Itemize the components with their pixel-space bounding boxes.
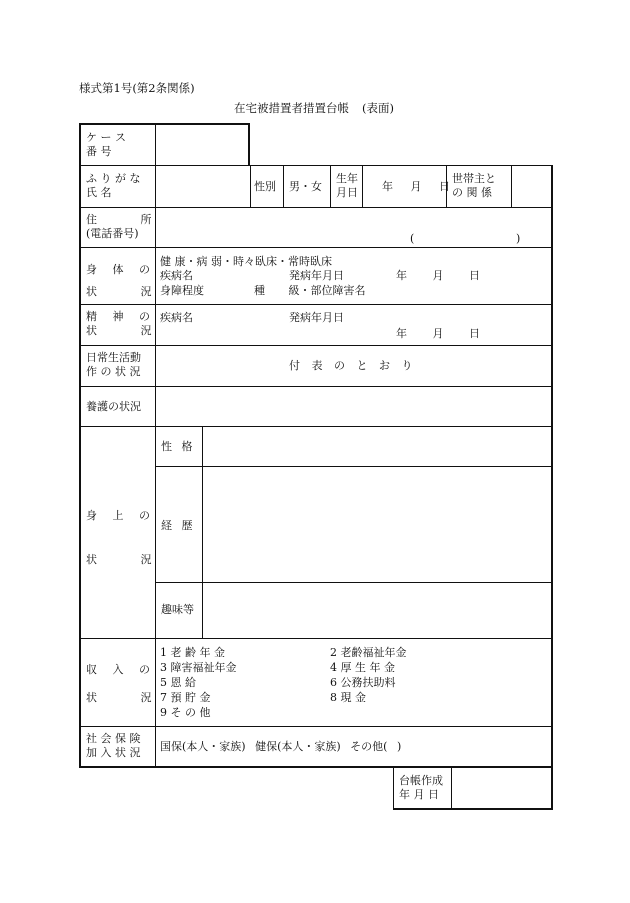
row-line <box>80 386 552 387</box>
row-line <box>80 165 552 166</box>
address-label <box>86 213 152 241</box>
birth-label-a: 生年 <box>336 172 358 185</box>
income-left-list <box>160 645 237 720</box>
income-item: 9 そ の 他 <box>160 706 211 719</box>
personal-label-b: 状 況 <box>86 553 152 566</box>
frame-bottom <box>79 766 553 768</box>
birth-value: 年 月 日 <box>382 180 450 193</box>
household-label-a: 世帯主と <box>452 172 496 185</box>
physical-line1: 健 康・病 弱・時々臥床・常時臥床 <box>160 255 332 268</box>
physical-line2c: 年 月 日 <box>396 269 480 282</box>
row-line <box>80 345 552 346</box>
name-label-b: 氏 名 <box>86 186 112 199</box>
income-item: 4 厚 生 年 金 <box>330 661 395 674</box>
created-box-mid <box>451 767 452 809</box>
created-box-bottom <box>393 808 553 810</box>
col-line <box>202 427 203 638</box>
row-line <box>80 726 552 727</box>
row-line <box>80 207 552 208</box>
income-item: 3 障害福祉年金 <box>160 661 237 674</box>
household-label <box>452 172 496 200</box>
created-label <box>399 774 443 802</box>
physical-line2b: 発病年月日 <box>289 269 344 282</box>
name-label-a: ふ り が な <box>86 172 141 185</box>
income-item: 6 公務扶助料 <box>330 676 396 689</box>
row-line <box>80 247 552 248</box>
income-item: 2 老齢福祉年金 <box>330 646 407 659</box>
income-item: 5 恩 給 <box>160 676 196 689</box>
frame-right-case <box>248 123 250 166</box>
physical-line3b: 種 級・部位障害名 <box>254 284 366 297</box>
mental-line1b: 発病年月日 <box>289 311 344 324</box>
birth-label <box>336 172 358 200</box>
phone-close: ) <box>516 232 521 245</box>
adl-value: 付 表 の と お り <box>289 359 413 372</box>
mental-label <box>86 310 152 338</box>
phone-open: ( <box>410 232 415 245</box>
hobbies-label: 趣味等 <box>161 603 194 616</box>
income-right-list <box>330 645 407 705</box>
income-label <box>86 656 152 712</box>
insurance-label-a: 社 会 保 険 <box>86 732 141 745</box>
physical-line2a: 疾病名 <box>160 269 193 282</box>
adl-label-b: 作 の 状 況 <box>86 365 141 378</box>
row-line <box>155 582 552 583</box>
birth-label-b: 月日 <box>336 186 358 199</box>
col-line <box>362 166 363 207</box>
physical-label <box>86 259 152 303</box>
mental-label-a: 精 神 の <box>86 310 150 323</box>
sex-value: 男・女 <box>289 180 322 193</box>
address-label-a: 住 所 <box>86 213 152 226</box>
col-line <box>283 166 284 207</box>
frame-top <box>79 123 249 125</box>
income-label-b: 状 況 <box>86 691 152 704</box>
form-number: 様式第1号(第2条関係) <box>79 81 195 95</box>
col-line <box>511 166 512 207</box>
household-label-b: の 関 係 <box>452 186 492 199</box>
case-number-label-a: ケ ー ス <box>86 131 126 144</box>
adl-label <box>86 351 141 379</box>
personal-label-a: 身 上 の <box>86 509 150 522</box>
insurance-label-b: 加 入 状 況 <box>86 746 141 759</box>
history-label: 経 歴 <box>161 519 193 532</box>
form-title: 在宅被措置者措置台帳 <box>234 101 349 115</box>
income-item: 7 預 貯 金 <box>160 691 211 704</box>
created-box-left <box>393 767 394 809</box>
physical-label-b: 状 況 <box>86 285 152 298</box>
case-number-label <box>86 131 150 159</box>
care-label: 養護の状況 <box>86 400 141 413</box>
insurance-label <box>86 732 141 760</box>
adl-label-a: 日常生活動 <box>86 351 141 364</box>
insurance-value: 国保(本人・家族) 健保(本人・家族) その他( ) <box>160 740 402 753</box>
label-divider <box>155 124 156 767</box>
frame-left <box>79 123 81 768</box>
address-label-b: (電話番号) <box>86 227 139 240</box>
mental-label-b: 状 況 <box>86 324 152 337</box>
income-item: 8 現 金 <box>330 691 366 704</box>
personal-label <box>86 494 152 582</box>
physical-label-a: 身 体 の <box>86 263 150 276</box>
row-line <box>80 304 552 305</box>
created-label-b: 年 月 日 <box>399 788 439 801</box>
row-line <box>80 638 552 639</box>
income-label-a: 収 入 の <box>86 663 150 676</box>
physical-line3a: 身障程度 <box>160 284 204 297</box>
mental-line2: 年 月 日 <box>396 327 480 340</box>
row-line <box>155 466 552 467</box>
row-line <box>80 426 552 427</box>
character-label: 性 格 <box>161 440 193 453</box>
sex-label: 性別 <box>254 180 276 193</box>
income-item: 1 老 齢 年 金 <box>160 646 225 659</box>
name-label <box>86 172 150 200</box>
mental-line1a: 疾病名 <box>160 311 193 324</box>
case-number-label-b: 番 号 <box>86 145 112 158</box>
form-side: (表面) <box>362 101 394 115</box>
col-line <box>330 166 331 207</box>
created-label-a: 台帳作成 <box>399 774 443 787</box>
col-line <box>250 166 251 207</box>
created-box-right <box>551 767 553 809</box>
